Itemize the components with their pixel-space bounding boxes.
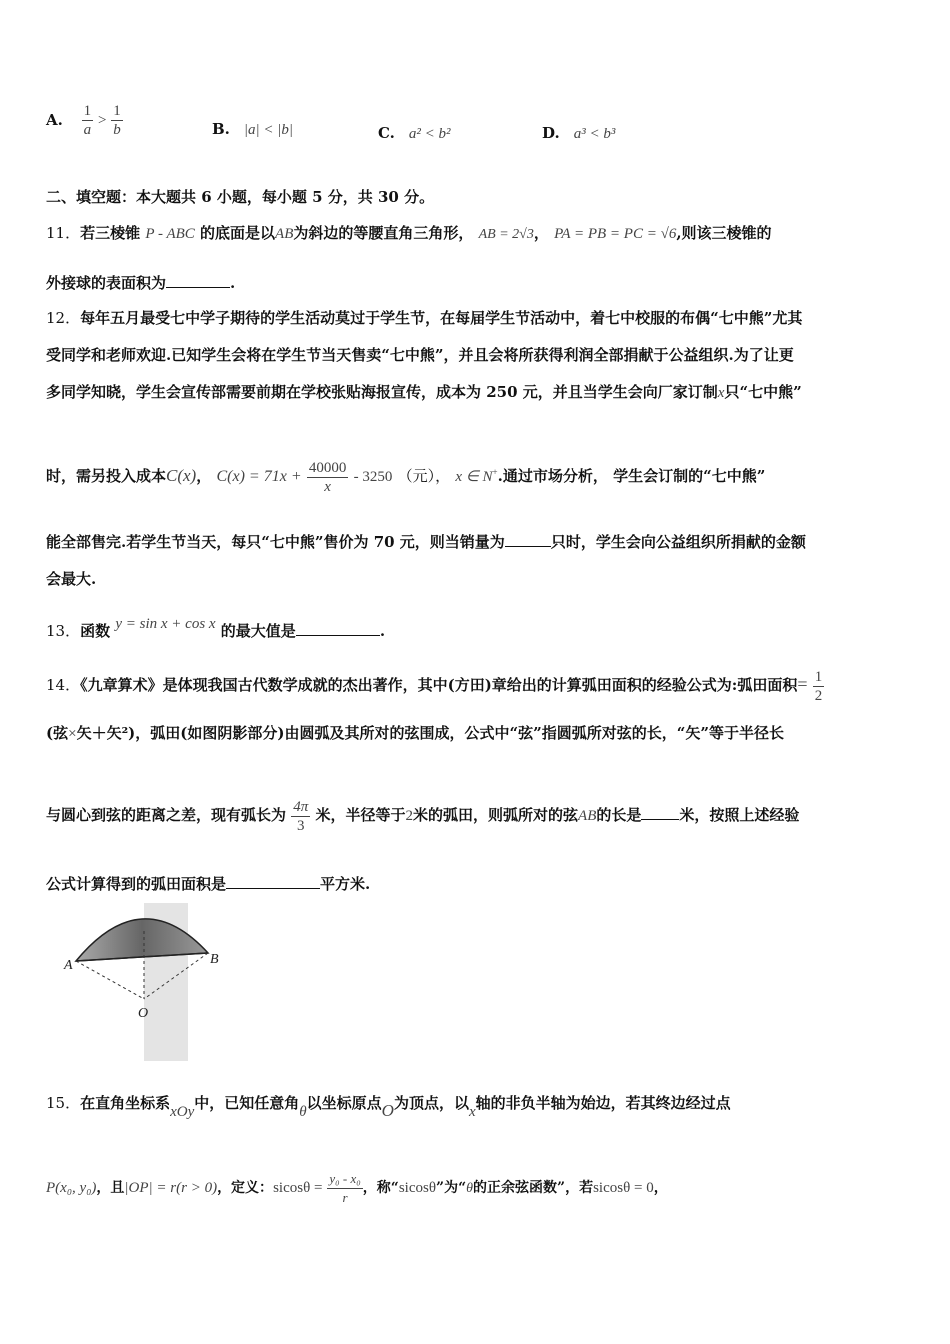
text: ,则该三棱锥的 <box>676 224 772 242</box>
math-expr: C(x) = 71x + <box>216 468 302 485</box>
answer-blank <box>641 805 679 820</box>
answer-blank <box>296 621 380 636</box>
option-letter: D. <box>542 124 560 142</box>
arc-field-diagram <box>60 903 230 1061</box>
text: 每年五月最受七中学子期待的学生活动莫过于学生节，在每届学生节活动中，着七中校服的布偶“七中熊”尤其 <box>80 309 803 327</box>
math-expr: θ <box>466 1181 474 1196</box>
question-14-line-1 <box>46 664 904 705</box>
answer-blank <box>166 273 230 288</box>
math-expr: - 3250 <box>353 469 393 485</box>
label-b: B <box>210 952 219 967</box>
option-letter: B. <box>212 120 230 138</box>
option-letter: A. <box>46 110 63 129</box>
denominator: b <box>113 122 121 138</box>
text: 《九章算术》是体现我国古代数学成就的杰出著作，其中(方田)章给出的计算弧田面积的经验公式为:弧田面积 <box>80 676 798 694</box>
fraction <box>82 102 94 139</box>
question-11-line-1 <box>46 222 904 246</box>
math-expr: x ∈ N <box>455 469 493 485</box>
numerator: 1 <box>814 668 823 685</box>
denominator: x <box>324 478 331 495</box>
radius-oa <box>76 961 144 999</box>
question-12-line-1 <box>46 307 904 329</box>
text: 中，已知任意角 <box>194 1094 300 1112</box>
answer-blank <box>226 874 320 889</box>
text: ，且 <box>96 1180 125 1196</box>
text: 时，需另投入成本 <box>46 467 167 485</box>
numerator: y₀ - x₀ <box>327 1170 362 1189</box>
numerator: 40000 <box>308 459 347 476</box>
option-d <box>542 124 615 143</box>
math-expr: sicosθ <box>398 1180 437 1196</box>
text: (弦 <box>46 724 69 742</box>
question-12-line-3 <box>46 381 904 404</box>
question-13 <box>46 604 904 651</box>
text: . <box>379 622 386 640</box>
text: .通过市场分析， 学生会订制的“七中熊” <box>497 467 766 485</box>
text: 多同学知晓，学生会宣传部需要前期在学校张贴海报宣传，成本为 250 元，并且当学生会向厂家订制 <box>46 383 718 401</box>
text: ， <box>533 224 549 242</box>
question-12-line-2: 受同学和老师欢迎.已知学生会将在学生节当天售卖“七中熊”，并且会将所获得利润全部捐献于公益组织.为了让更 <box>46 346 794 364</box>
question-number: 15． <box>46 1094 81 1112</box>
text: 米的弧田，则弧所对的弦 <box>413 806 579 824</box>
text: 与圆心到弦的距离之差，现有弧长为 <box>46 806 287 824</box>
denominator: 3 <box>297 817 305 834</box>
question-12-line-6: 会最大. <box>46 570 97 588</box>
denominator: 2 <box>814 687 823 704</box>
text: . <box>230 274 236 292</box>
text: ， <box>653 1180 668 1196</box>
option-letter: C. <box>378 124 395 142</box>
question-14-line-2 <box>46 722 904 745</box>
text: 矢＋矢²)，弧田(如图阴影部分)由圆弧及其所对的弦围成，公式中“弦”指圆弧所对弦的长，“矢”等于半径长 <box>76 724 784 742</box>
question-15-line-2 <box>46 1166 904 1211</box>
text: 轴的非负半轴为始边，若其终边经过点 <box>475 1094 731 1112</box>
question-15-line-1 <box>46 1090 904 1125</box>
numerator: 4π <box>293 798 309 815</box>
numerator: 1 <box>113 103 121 119</box>
text: 为斜边的等腰直角三角形， <box>293 224 474 242</box>
text: 若三棱锥 <box>80 224 141 242</box>
question-number: 14． <box>46 676 81 694</box>
option-expr: a² < b² <box>408 126 451 142</box>
question-number: 11． <box>46 224 81 242</box>
text: 米，半径等于 <box>315 806 406 824</box>
math-expr: 2 <box>405 808 414 824</box>
label-a: A <box>64 958 73 973</box>
operator: > <box>97 112 107 129</box>
math-expr: sicosθ = 0 <box>593 1180 654 1196</box>
math-expr: θ <box>299 1104 307 1120</box>
answer-blank <box>505 532 551 547</box>
question-11-line-2 <box>46 272 904 294</box>
fraction <box>291 798 310 835</box>
text: 的正余弦函数”，若 <box>473 1180 594 1196</box>
text: 函数 <box>80 622 111 640</box>
superscript: + <box>492 467 498 477</box>
option-c <box>378 124 451 143</box>
option-b <box>212 120 293 139</box>
math-expr: P(x₀, y₀) <box>46 1180 97 1196</box>
text: 在直角坐标系 <box>80 1094 171 1112</box>
text: 公式计算得到的弧田面积是 <box>46 875 227 893</box>
fraction <box>813 668 825 705</box>
arc-field-figure <box>60 903 230 1061</box>
math-expr: x <box>717 385 725 401</box>
text: 为顶点，以 <box>393 1094 469 1112</box>
text: 以坐标原点 <box>306 1094 382 1112</box>
text: 能全部售完.若学生节当天，每只“七中熊”售价为 70 元，则当销量为 <box>46 533 505 551</box>
equals: = <box>797 674 808 694</box>
question-14-line-4 <box>46 873 904 895</box>
question-12-line-4 <box>46 452 904 497</box>
text: 米，按照上述经验 <box>679 806 800 824</box>
math-expr: y = sin x + cos x <box>115 616 216 632</box>
math-expr: AB <box>275 226 294 242</box>
text: 的底面是以 <box>200 224 276 242</box>
text: ”为“ <box>436 1180 467 1196</box>
option-expr: a³ < b³ <box>573 126 616 142</box>
math-expr: PA = PB = PC = √6 <box>554 226 677 242</box>
math-expr: AB <box>578 808 597 824</box>
text: 的长是 <box>596 806 642 824</box>
math-expr: |OP| = r(r > 0) <box>124 1180 218 1196</box>
text: 只时，学生会向公益组织所捐献的金额 <box>550 533 806 551</box>
math-expr: O <box>381 1101 394 1120</box>
math-expr: P - ABC <box>145 226 195 242</box>
fraction <box>327 1170 362 1207</box>
option-a <box>46 102 123 139</box>
numerator: 1 <box>83 103 92 119</box>
math-expr: sicosθ = <box>273 1180 323 1196</box>
question-14-line-3 <box>46 790 904 841</box>
option-expr: |a| < |b| <box>243 122 294 138</box>
text: ，定义： <box>217 1180 274 1196</box>
math-expr: x <box>468 1104 476 1120</box>
question-12-line-5 <box>46 531 904 553</box>
text: 只“七中熊” <box>724 383 802 401</box>
text: 外接球的表面积为 <box>46 274 167 292</box>
question-number: 12． <box>46 309 81 327</box>
text: 的最大值是 <box>220 622 296 640</box>
label-o: O <box>138 1006 149 1021</box>
fraction <box>111 102 123 139</box>
text: ， <box>196 467 212 485</box>
math-expr: AB = 2√3 <box>478 227 534 242</box>
denominator: r <box>342 1189 348 1205</box>
times-sign: × <box>68 726 77 742</box>
text: 平方米. <box>320 875 371 893</box>
math-expr: C(x) <box>166 466 197 485</box>
denominator: a <box>83 122 92 138</box>
fraction <box>307 459 349 496</box>
text: ，称“ <box>362 1180 399 1196</box>
text: （元）， <box>397 467 451 485</box>
section-title: 二、填空题：本大题共 6 小题，每小题 5 分，共 30 分。 <box>46 188 435 206</box>
question-number: 13． <box>46 622 81 640</box>
math-expr: xOy <box>170 1104 195 1120</box>
